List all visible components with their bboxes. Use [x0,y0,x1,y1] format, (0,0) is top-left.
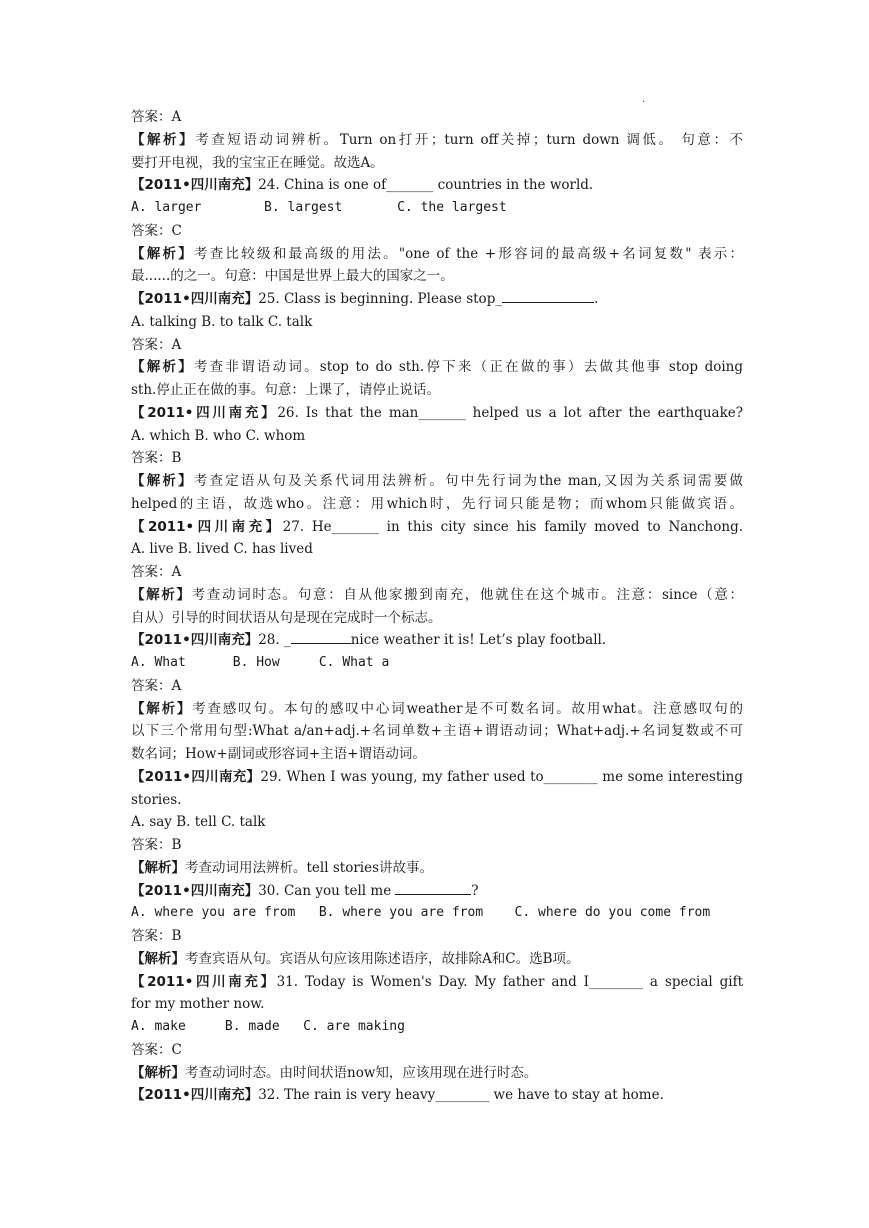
explanation-line: 【解析】考查定语从句及关系代词用法辨析。句中先行词为the man,又因为关系词需要做 [131,473,743,489]
document-body [131,106,743,1107]
options-line: A. What B. How C. What a [131,655,390,670]
options-line: A. make B. made C. are making [131,1019,405,1034]
answer-line: 答案：B [131,837,182,853]
question-text: 【2011•四川南充】30. Can you tell me [131,882,392,899]
section-tag: 【2011•四川南充】 [131,404,278,421]
question-line-26: 【2011•四川南充】26. Is that the man_______ helped us a lot after the earthquake? [131,404,743,421]
section-tag: 【解析】 [131,586,192,603]
question-line-30 [131,880,743,903]
section-tag: 【2011•四川南充】 [131,768,261,785]
answer-line: 答案：B [131,450,182,467]
question-tail: ? [471,882,479,899]
answer-line: 答案：B [131,928,182,944]
explanation-line: 【解析】考查动词用法辨析。tell stories讲故事。 [131,859,434,876]
section-tag: 【解析】 [131,131,196,148]
explanation-line: 要打开电视，我的宝宝正在睡觉。故选A。 [131,154,384,171]
section-tag: 【解析】 [131,700,193,717]
explanation-line: helped的主语，故选who。注意：用which时，先行词只能是物；而whom只能做宾语。 [131,495,743,512]
header-dot: . [642,94,646,105]
answer-line: 答案：C [131,1041,182,1058]
section-tag: 【解析】 [131,359,194,376]
question-line-28 [131,629,743,652]
answer-line: 答案：A [131,564,182,580]
options-line: A. say B. tell C. talk [131,814,266,831]
question-line-31-cont: for my mother now. [131,996,265,1013]
answer-line: 答案：C [131,222,182,239]
explanation-line: 最......的之一。句意：中国是世界上最大的国家之一。 [131,268,454,285]
question-line-29: 【2011•四川南充】29. When I was young, my father used to________ me some interesting [131,768,743,785]
answer-line: 答案：A [131,677,182,694]
section-tag: 【2011•四川南充】 [131,973,277,990]
explanation-line: 【解析】考查动词时态。句意：自从他家搬到南充，他就住在这个城市。注意：since（意： [131,586,743,603]
answer-line: 答案：A [131,109,182,125]
explanation-line: 【解析】考查短语动词辨析。Turn on打开；turn off关掉；turn down 调低。 句意：不 [131,131,743,148]
explanation-line: 【解析】考查非谓语动词。stop to do sth.停下来（正在做的事）去做其他事 stop doing [131,359,743,376]
section-tag: 【2011•四川南充】 [131,882,259,899]
section-tag: 【解析】 [131,473,194,489]
question-line-24: 【2011•四川南充】24. China is one of_______ countries in the world. [131,177,594,194]
question-line-25 [131,288,743,311]
options-line: A. larger B. largest C. the largest [131,200,507,215]
question-line-31: 【2011•四川南充】31. Today is Women's Day. My father and I________ a special gift [131,973,743,990]
explanation-line: 【解析】考查感叹句。本句的感叹中心词weather是不可数名词。故用what。注意感叹句的 [131,700,743,717]
answer-blank [395,881,471,895]
question-line-29-cont: stories. [131,791,182,808]
explanation-line: 数名词；How+副词或形容词+主语+谓语动词。 [131,746,426,762]
section-tag: 【2011•四川南充】 [131,291,259,307]
explanation-line: 自从）引导的时间状语从句是现在完成时一个标志。 [131,609,442,626]
section-tag: 【2011•四川南充】 [131,632,259,649]
section-tag: 【2011•四川南充】 [131,1087,259,1104]
question-text: 【2011•四川南充】25. Class is beginning. Please stop_ [131,291,503,307]
answer-blank [502,289,594,303]
options-line: A. talking B. to talk C. talk [131,313,313,330]
question-tail: . [594,291,599,307]
section-tag: 【2011•四川南充】 [131,518,283,535]
section-tag: 【2011•四川南充】 [131,177,259,194]
section-tag: 【解析】 [131,950,185,967]
question-line-32: 【2011•四川南充】32. The rain is very heavy________ we have to stay at home. [131,1087,664,1104]
explanation-line: 以下三个常用句型:What a/an+adj.+名词单数+主语+谓语动词；What+adj.+名词复数或不可 [131,723,743,740]
answer-line: 答案：A [131,336,182,353]
explanation-line: sth.停止正在做的事。句意：上课了，请停止说话。 [131,382,440,398]
question-text: 【2011•四川南充】28. _ [131,632,291,649]
options-line: A. where you are from B. where you are from C. where do you come from [131,905,711,921]
explanation-line: 【解析】考查比较级和最高级的用法。"one of the +形容词的最高级+名词复数" 表示： [131,245,743,262]
options-line: A. live B. lived C. has lived [131,541,313,558]
options-line: A. which B. who C. whom [131,427,306,444]
section-tag: 【解析】 [131,245,195,262]
question-tail: nice weather it is! Let’s play football. [350,632,607,649]
explanation-line: 【解析】考查动词时态。由时间状语now知，应该用现在进行时态。 [131,1064,538,1081]
answer-blank [291,630,351,644]
section-tag: 【解析】 [131,1064,185,1081]
explanation-line: 【解析】考查宾语从句。宾语从句应该用陈述语序，故排除A和C。选B项。 [131,950,580,967]
question-line-27: 【2011•四川南充】27. He_______ in this city since his family moved to Nanchong. [131,518,743,535]
section-tag: 【解析】 [131,859,185,876]
